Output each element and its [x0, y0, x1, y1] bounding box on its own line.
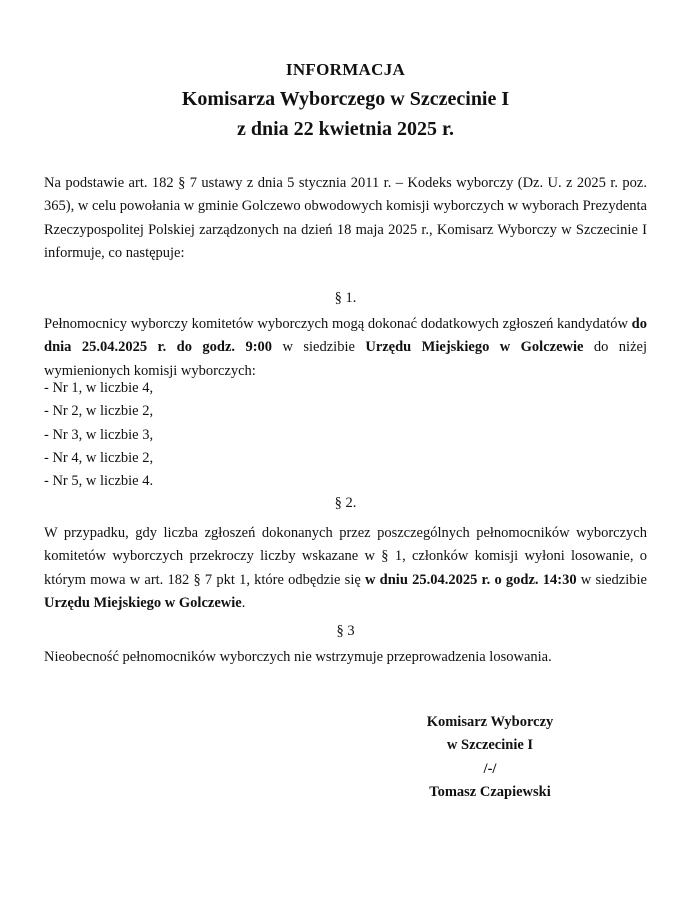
signature-role: Komisarz Wyborczy [426, 714, 554, 730]
list-item: - Nr 4, w liczbie 2, [44, 449, 154, 466]
section-2-text-c: . [241, 594, 246, 611]
section-1-text-c: do niżej wymienionych komisji wyborczych: [44, 339, 647, 379]
intro-paragraph: Na podstawie art. 182 § 7 ustawy z dnia 5 stycznia 2011 r. – Kodeks wyborczy (Dz. U. z 2025 r. poz. 365), w celu powołania w gminie Golczewo obwodowych komisji wyborczych w wyborach Prezydenta Rzeczypospolitej Polskiej zarządzonych na dzień 18 maja 2025 r., Komisarz Wyborczy w Szczecinie I informuje, co następuje: [44, 175, 647, 261]
signature-name: Tomasz Czapiewski [429, 783, 551, 800]
section-2-heading: § 2. [334, 495, 357, 511]
section-1-deadline: do dnia 25.04.2025 r. do godz. 9:00 [44, 316, 647, 356]
list-item: - Nr 5, w liczbie 4. [44, 473, 154, 490]
section-1-heading: § 1. [334, 290, 357, 306]
section-1-office: Urzędu Miejskiego w Golczewie [365, 339, 584, 356]
list-item: - Nr 2, w liczbie 2, [44, 403, 154, 420]
document-subtitle: Komisarza Wyborczego w Szczecinie I [181, 88, 510, 110]
section-2-draw-date: w dniu 25.04.2025 r. o godz. 14:30 [365, 571, 577, 588]
section-3-paragraph: Nieobecność pełnomocników wyborczych nie wstrzymuje przeprowadzenia losowania. [44, 649, 552, 665]
section-3-heading: § 3 [336, 623, 355, 639]
commission-list [44, 377, 153, 493]
signature-location: w Szczecinie I [446, 737, 534, 754]
document-title: INFORMACJA [285, 60, 406, 79]
section-2-text-b: w siedzibie [576, 571, 647, 588]
section-2-paragraph [44, 522, 647, 615]
signature-mark: /-/ [483, 760, 497, 777]
section-1-text-a: Pełnomocnicy wyborczy komitetów wyborczych mogą dokonać dodatkowych zgłoszeń kandydatów [44, 316, 632, 332]
section-2-office: Urzędu Miejskiego w Golczewie [44, 594, 242, 611]
signature-block [398, 711, 582, 804]
section-1-text-b: w siedzibie [272, 339, 366, 356]
section-2-text-a: W przypadku, gdy liczba zgłoszeń dokonanych przez poszczególnych pełnomocników wyborczych komitetów wyborczych przekroczy liczby wskazane w § 1, członków komisji wyłoni losowanie, o którym mowa w art. 182 § 7 pkt 1, które odbędzie się [44, 525, 647, 588]
section-1-paragraph [44, 313, 647, 383]
document-date: z dnia 22 kwietnia 2025 r. [236, 118, 455, 140]
list-item: - Nr 1, w liczbie 4, [44, 380, 154, 396]
list-item: - Nr 3, w liczbie 3, [44, 426, 154, 443]
